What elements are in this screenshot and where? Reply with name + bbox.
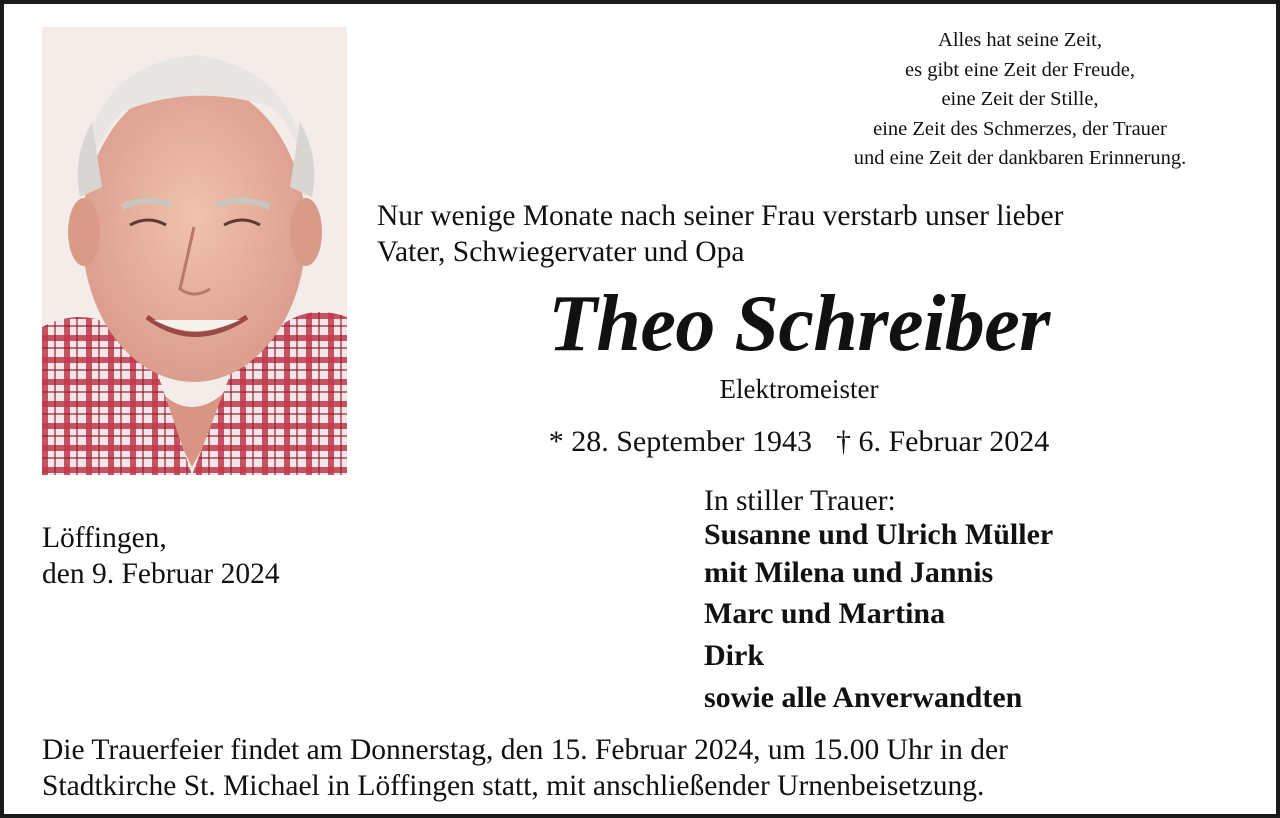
intro-text	[377, 198, 1247, 270]
quote-line: eine Zeit des Schmerzes, der Trauer	[873, 117, 1167, 140]
quote-line: eine Zeit der Stille,	[941, 88, 1099, 110]
footer-line: Die Trauerfeier findet am Donnerstag, den 15. Februar 2024, um 15.00 Uhr in der	[42, 734, 1008, 766]
death-date: † 6. Februar 2024	[836, 425, 1050, 458]
quote-line: und eine Zeit der dankbaren Erinnerung.	[853, 147, 1187, 169]
life-dates	[364, 422, 1234, 462]
date-line: den 9. Februar 2024	[42, 558, 280, 590]
portrait-illustration	[42, 27, 347, 475]
quote-verse	[794, 26, 1246, 174]
birth-date: * 28. September 1943	[548, 425, 812, 458]
mourner-name: Dirk	[704, 639, 764, 672]
mourners-heading: In stiller Trauer:	[704, 485, 896, 517]
quote-line: es gibt eine Zeit der Freude,	[905, 58, 1135, 81]
quote-line: Alles hat seine Zeit,	[938, 29, 1102, 51]
deceased-profession: Elektromeister	[719, 374, 879, 404]
mourner-name: Susanne und Ulrich Müller	[704, 518, 1054, 551]
mourner-name: sowie alle Anverwandten	[704, 681, 1023, 714]
intro-line: Vater, Schwiegervater und Opa	[377, 236, 745, 268]
mourner-name: mit Milena und Jannis	[704, 556, 994, 589]
place-and-date	[42, 520, 280, 592]
place-line: Löffingen,	[42, 522, 167, 554]
deceased-name: Theo Schreiber	[548, 280, 1050, 368]
footer-line: Stadtkirche St. Michael in Löffingen statt, mit anschließender Urnenbeisetzung.	[42, 770, 985, 802]
funeral-announcement	[42, 732, 1257, 804]
portrait-photo	[42, 27, 347, 475]
intro-line: Nur wenige Monate nach seiner Frau verstarb unser lieber	[377, 200, 1064, 232]
mourner-name: Marc und Martina	[704, 597, 946, 630]
